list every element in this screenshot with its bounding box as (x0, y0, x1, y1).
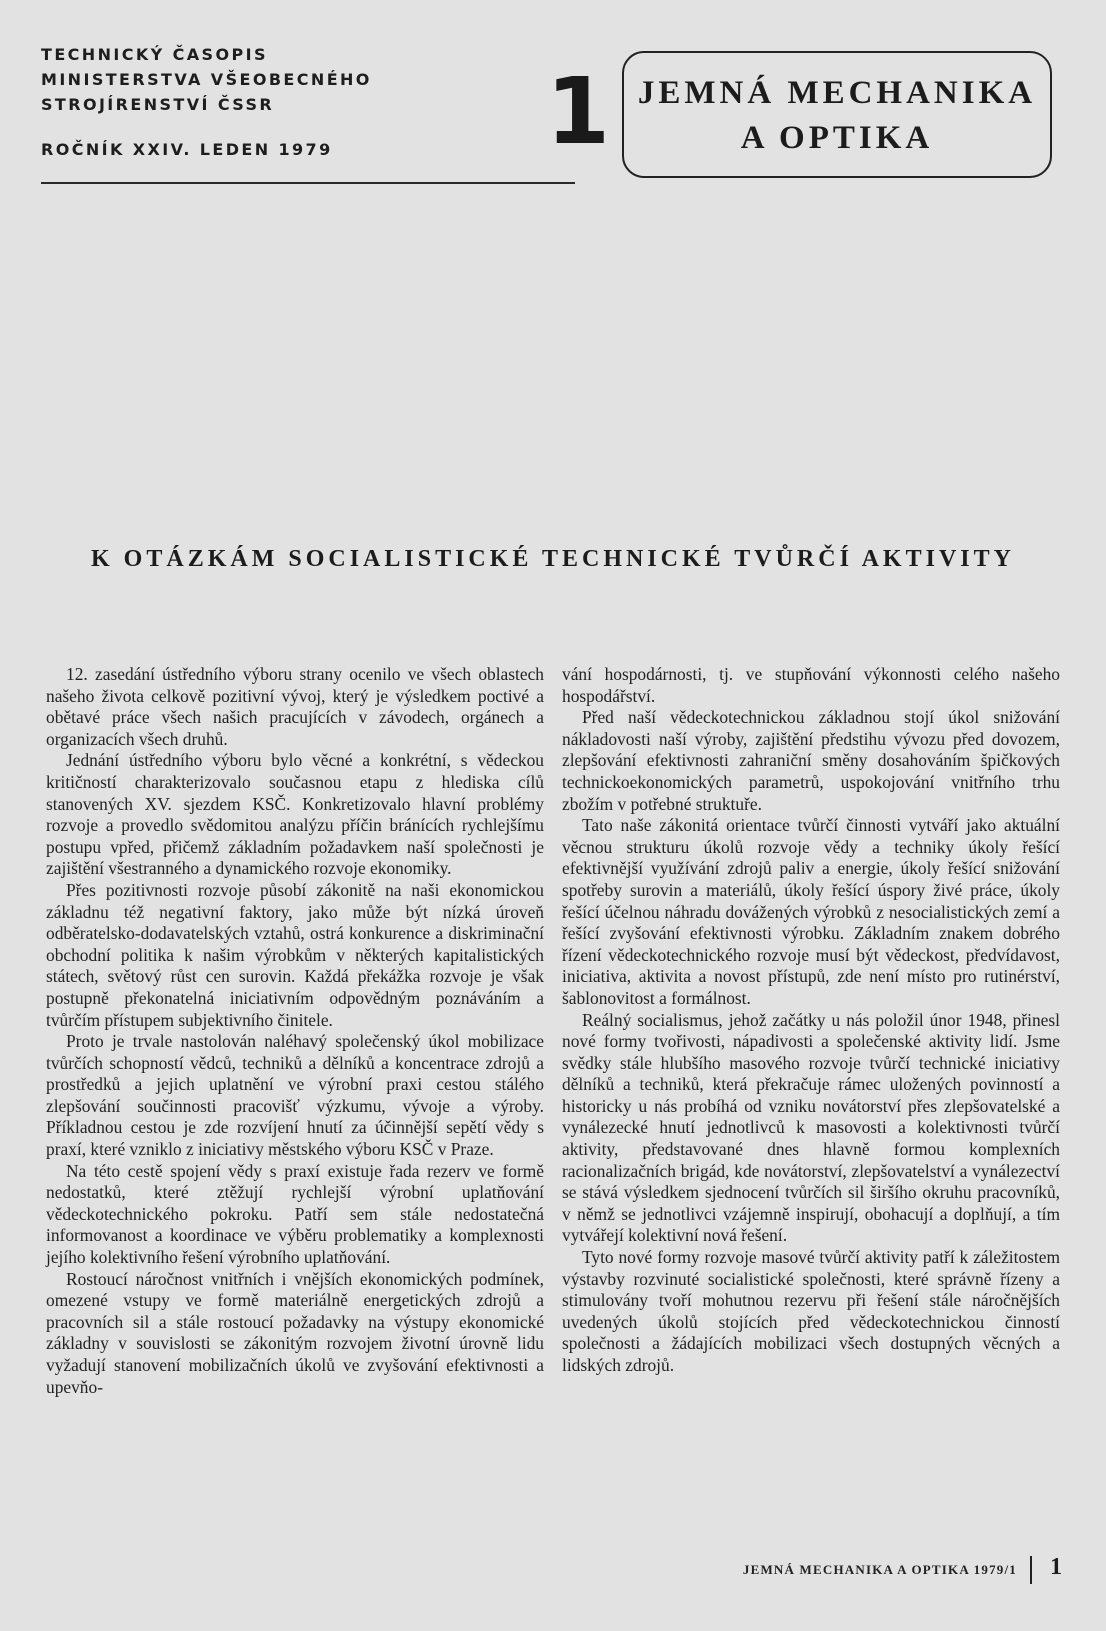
masthead (41, 42, 581, 162)
paragraph: Rostoucí náročnost vnitřních i vnějších ekonomických podmínek, omezené vstupy ve formě materiálně energetických zdrojů a pracovních sil a stále rostoucí požadavky na výstupy ekonomické základny v souvislosti se zákonitým rozvojem životní úrovně lidu vyžadují stanovení mobilizačních úkolů ve zvyšování efektivnosti a upevňo- (46, 1268, 544, 1397)
paragraph-continuation: vání hospodárnosti, tj. ve stupňování výkonnosti celého našeho hospodářství. (562, 664, 1060, 706)
paragraph: Reálný socialismus, jehož začátky u nás položil únor 1948, přinesl nové formy tvořivosti, nápadivosti a společenské aktivity lidí. Jsme svědky stále hlubšího masového rozvoje tvůrčí technické iniciativy dělníků a techniků, která překračuje rámec uložených povinností a historicky u nás probíhá od vzniku novátorství přes zlepšovatelské a vynálezecké hnutí jednotlivců k masovosti a kolektivnosti tvůrčí aktivity, představované dnes hlavně formou komplexních racionalizačních brigád, kde novátorství, zlepšovatelství a vynálezectví se stává výsledkem sjednocení tvůrčích sil širšího okruhu pracovníků, v němž se jednotlivci vzájemně inspirují, obohacují a doplňují, a tím vytvářejí kolektivní nová řešení. (562, 1009, 1060, 1246)
paragraph: Na této cestě spojení vědy s praxí existuje řada rezerv ve formě nedostatků, které ztěžují rychlejší výrobní uplatňování vědeckotechnického pokroku. Patří sem stále nedostatečná informovanost a koordinace ve výběru problematiky a komplexnosti jejího kolektivního řešení výrobního uplatňování. (46, 1160, 544, 1268)
issue-number: 1 (546, 58, 611, 165)
masthead-rule (41, 182, 575, 184)
journal-title-box (622, 51, 1052, 178)
left-column (46, 664, 544, 1398)
right-column (562, 664, 1060, 1377)
footer-divider (1030, 1556, 1032, 1584)
publisher-line-1: TECHNICKÝ ČASOPIS (41, 45, 268, 64)
running-title: JEMNÁ MECHANIKA A OPTIKA 1979/1 (742, 1562, 1017, 1577)
journal-title-line-2: A OPTIKA (740, 120, 934, 156)
paragraph: Tato naše zákonitá orientace tvůrčí činnosti vytváří jako aktuální věcnou strukturu úkolů rozvoje vědy a techniky úkoly řešící efektivnější využívání zdrojů paliv a energie, úkoly řešící snižování spotřeby surovin a materiálů, úkoly řešící úspory živé práce, úkoly řešící účelnou náhradu dovážených výrobků z nesocialistických zemí a řešící zvyšování efektivnosti výrobku. Základním znakem dobrého řízení vědeckotechnického rozvoje musí být vědeckost, předvídavost, iniciativa, aktivita a novost přístupů, zde není místo pro rutinérství, šablonovitost a formálnost. (562, 815, 1060, 1008)
paragraph: 12. zasedání ústředního výboru strany ocenilo ve všech oblastech našeho života celkově pozitivní vývoj, který je výsledkem poctivé a obětavé práce všech našich pracujících v závodech, orgánech a organizacích všech druhů. (46, 664, 544, 749)
article-title: K OTÁZKÁM SOCIALISTICKÉ TECHNICKÉ TVŮRČÍ AKTIVITY (91, 546, 1015, 572)
paragraph: Proto je trvale nastolován naléhavý společenský úkol mobilizace tvůrčích schopností vědců, techniků a dělníků a koncentrace zdrojů a prostředků a jejich uplatnění ve výrobní praxi cestou stálého zlepšování součinnosti pracovišť výzkumu, vývoje a výroby. Příkladnou cestou je zde rozvíjení hnutí za účinnější sepětí vědy s praxí, které vzniklo z iniciativy městského výboru KSČ v Praze. (46, 1031, 544, 1160)
publisher-line-3: STROJÍRENSTVÍ ČSSR (41, 95, 275, 114)
page-number: 1 (1050, 1554, 1062, 1580)
publisher-line-2: MINISTERSTVA VŠEOBECNÉHO (41, 70, 372, 89)
paragraph: Přes pozitivnosti rozvoje působí zákonitě na naši ekonomickou základnu též negativní faktory, jako může být nízká úroveň odběratelsko-dodavatelských vztahů, ostrá konkurence a diskriminační obchodní politika k našim výrobkům v některých kapitalistických státech, světový růst cen surovin. Každá překážka rozvoje je však postupně překonatelná iniciativním odpovědným poznáváním a tvůrčím přístupem subjektivního činitele. (46, 879, 544, 1030)
paragraph: Před naší vědeckotechnickou základnou stojí úkol snižování nákladovosti naší výroby, zajištění předstihu vývozu před dovozem, zlepšování efektivnosti zahraniční směny dosahováním špičkových technickoekonomických parametrů, uspokojování vnitřního trhu zbožím v potřebné struktuře. (562, 707, 1060, 814)
page-footer (700, 1556, 1062, 1586)
journal-title-line-1: JEMNÁ MECHANIKA (637, 75, 1037, 111)
volume-date: ROČNÍK XXIV. LEDEN 1979 (41, 140, 333, 159)
paragraph: Jednání ústředního výboru bylo věcné a konkrétní, s vědeckou kritičností charakterizovalo současnou etapu z hlediska cílů stanovených XV. sjezdem KSČ. Konkretizovalo hlavní problémy rozvoje a provedlo svědomitou analýzu příčin bránících rychlejšímu postupu vpřed, přičemž základním požadavkem naší společnosti je zajištění všestranného a dynamického rozvoje ekonomiky. (46, 750, 544, 879)
paragraph: Tyto nové formy rozvoje masové tvůrčí aktivity patří k záležitostem výstavby rozvinuté socialistické společnosti, které správně řízeny a stimulovány tvoří mohutnou rezervu při řešení stále náročnějších uvedených úkolů stojících před vědeckotechnickou činností společnosti a žádajících mobilizaci všech dostupných věcných a lidských zdrojů. (562, 1247, 1060, 1375)
